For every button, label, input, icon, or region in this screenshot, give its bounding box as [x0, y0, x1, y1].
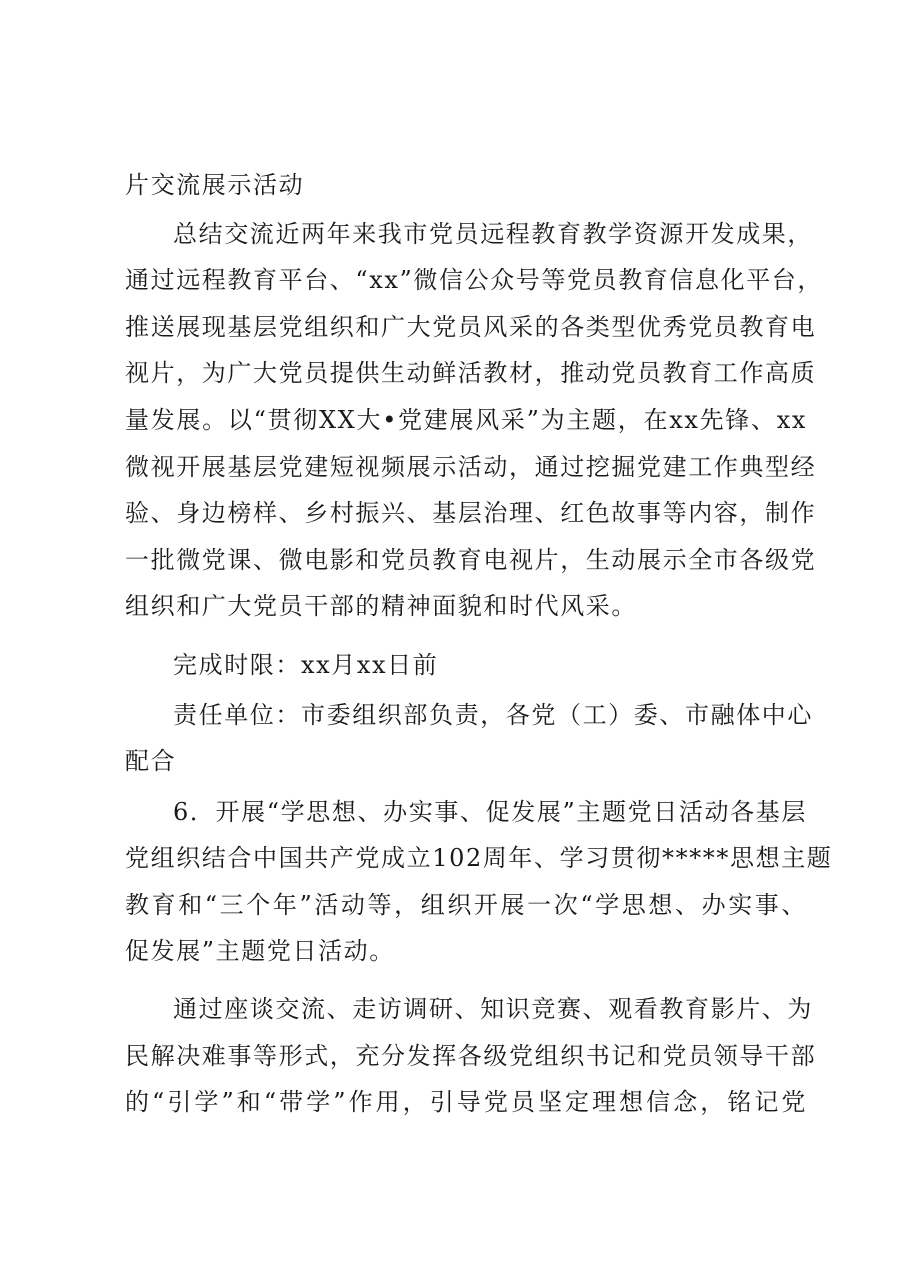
text-line: 量发展。以“贯彻XX大•党建展风采”为主题，在xx先锋、xx	[125, 406, 807, 434]
text-line: 一批微党课、微电影和党员教育电视片，生动展示全市各级党	[125, 546, 817, 574]
deadline-line: 完成时限：xx月xx日前	[173, 651, 439, 679]
text-line: 教育和“三个年”活动等，组织开展一次“学思想、办实事、	[125, 891, 807, 919]
text-line: 配合	[125, 747, 177, 775]
text-line: 党组织结合中国共产党成立102周年、学习贯彻*****思想主题	[125, 844, 833, 872]
paragraph-last-line: 组织和广大党员干部的精神面貌和时代风采。	[125, 592, 637, 620]
text-line: 民解决难事等形式，充分发挥各级党组织书记和党员领导干部	[125, 1042, 817, 1070]
text-line: 片交流展示活动	[125, 171, 305, 199]
text-line: 视片，为广大党员提供生动鲜活教材，推动党员教育工作高质	[125, 359, 817, 387]
paragraph-last-line: 促发展”主题党日活动。	[125, 937, 395, 965]
responsible-unit-line: 责任单位：市委组织部负责，各党（工）委、市融体中心	[173, 701, 813, 729]
text-line: 验、身边榜样、乡村振兴、基层治理、红色故事等内容，制作	[125, 499, 817, 527]
text-line: 通过远程教育平台、“xx”微信公众号等党员教育信息化平台，	[125, 266, 824, 294]
section-heading-line: 6．开展“学思想、办实事、促发展”主题党日活动各基层	[173, 798, 807, 826]
text-line: 微视开展基层党建短视频展示活动，通过挖掘党建工作典型经	[125, 453, 817, 481]
paragraph-first-line: 通过座谈交流、走访调研、知识竞赛、观看教育影片、为	[173, 995, 813, 1023]
text-line: 的“引学”和“带学”作用，引导党员坚定理想信念，铭记党	[125, 1088, 807, 1116]
paragraph-first-line: 总结交流近两年来我市党员远程教育教学资源开发成果，	[173, 220, 813, 248]
text-line: 推送展现基层党组织和广大党员风采的各类型优秀党员教育电	[125, 313, 817, 341]
